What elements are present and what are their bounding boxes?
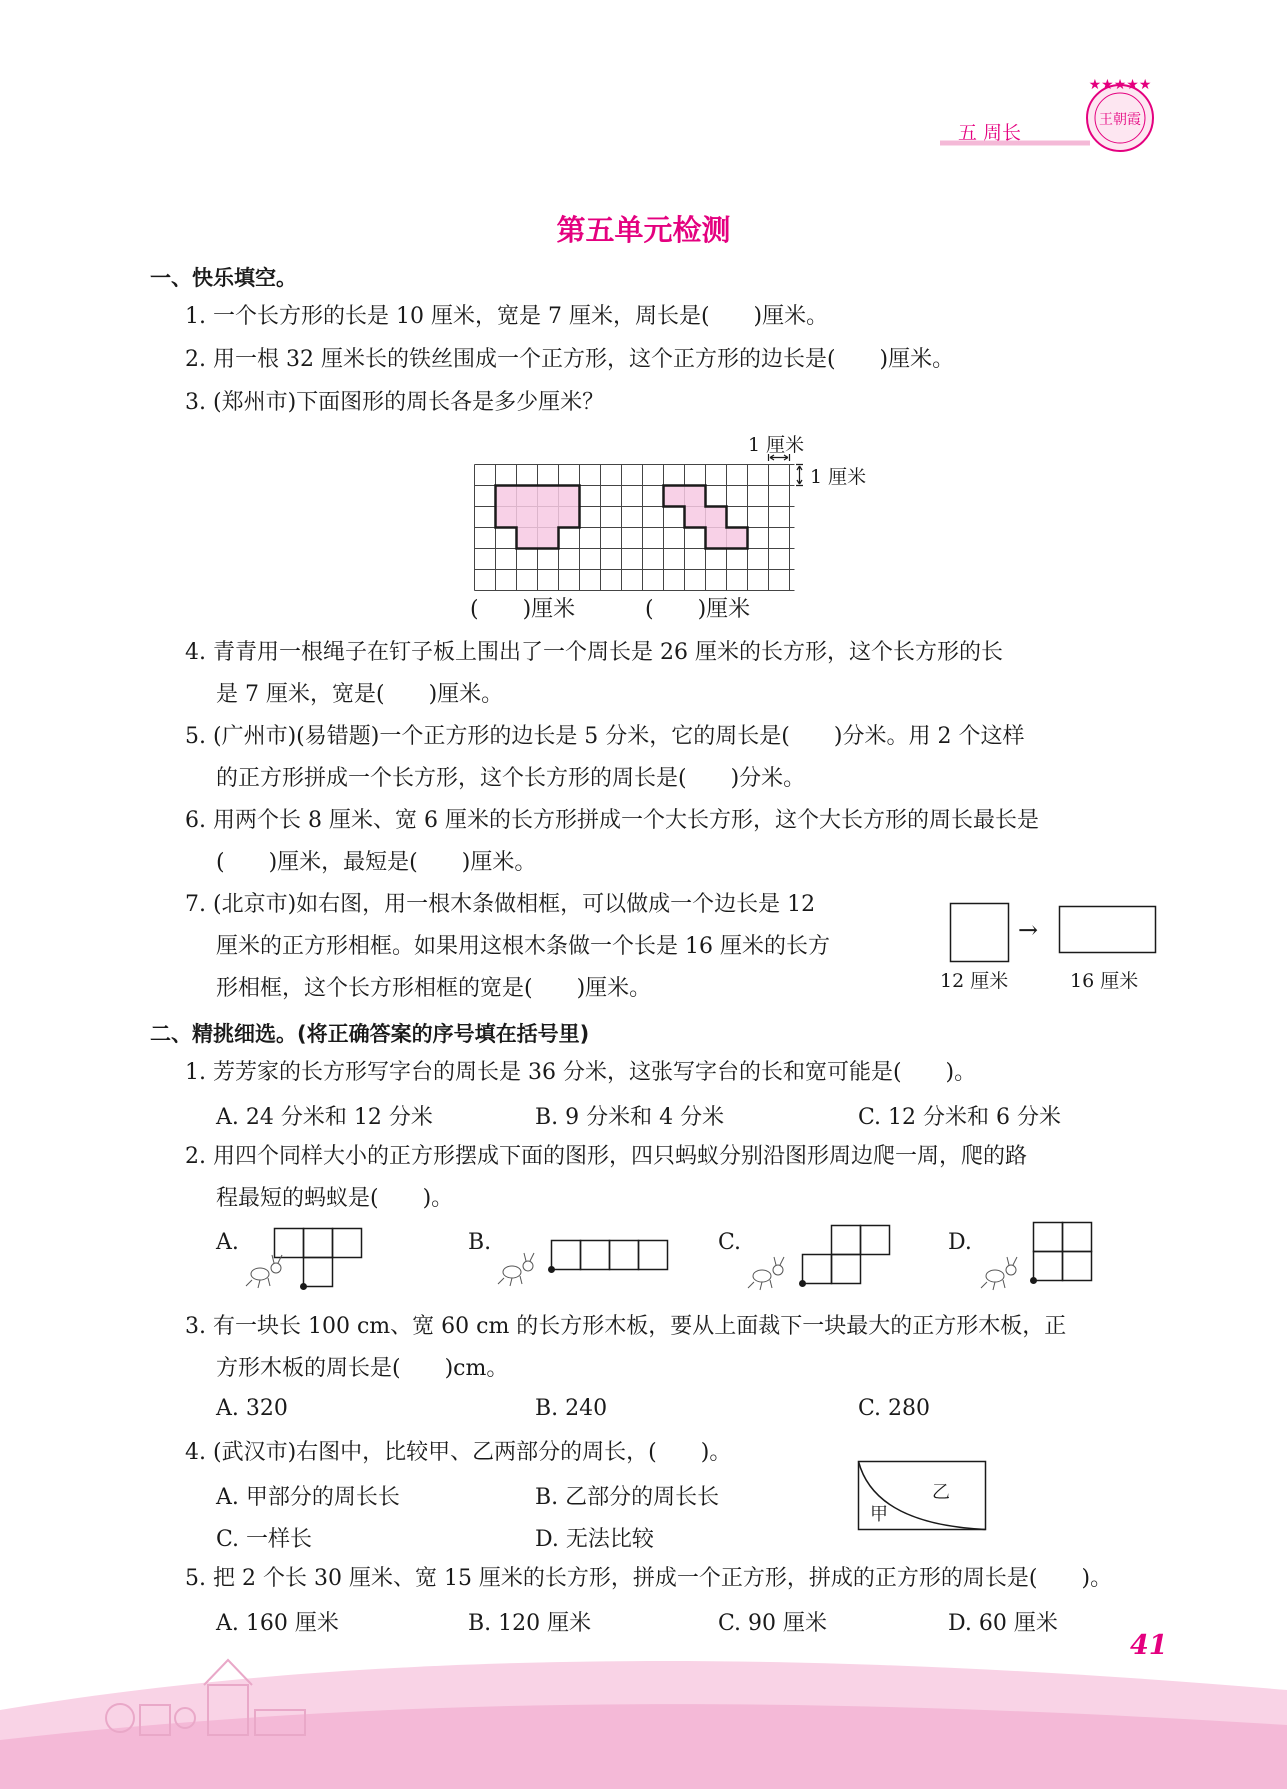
s2-q5-option-a: A. 160 厘米 [216,1611,339,1636]
s2-q1-option-b: B. 9 分米和 4 分米 [535,1105,725,1130]
s2-q2-option-c: C. [718,1230,742,1255]
svg-text:★★★★★: ★★★★★ [1088,77,1152,93]
s2-question-5: 5. 把 2 个长 30 厘米、宽 15 厘米的长方形，拼成一个正方形，拼成的正方形的周长是( )。 [185,1566,1113,1591]
s2-q2-option-a: A. [216,1230,239,1255]
svg-text:王朝霞: 王朝霞 [1099,112,1141,128]
s1-question-6-line1: 6. 用两个长 8 厘米、宽 6 厘米的长方形拼成一个大长方形，这个大长方形的周长最长是 [185,808,1039,833]
transform-arrow-icon: → [1018,916,1039,944]
s2-question-1: 1. 芳芳家的长方形写字台的周长是 36 分米，这张写字台的长和宽可能是( )。 [185,1060,977,1085]
label-yi: 乙 [932,1482,950,1503]
option-a-shape [240,1222,370,1292]
s1-question-4-line1: 4. 青青用一根绳子在钉子板上围出了一个周长是 26 厘米的长方形，这个长方形的长 [185,640,1003,665]
brand-seal-icon [1080,76,1160,156]
s2-question-3-line2: 方形木板的周长是( )cm。 [216,1356,509,1381]
page-title: 第五单元检测 [556,213,731,247]
s1-question-4-line2: 是 7 厘米，宽是( )厘米。 [216,682,504,707]
unit-label-vertical: 1 厘米 [810,466,867,488]
section1-heading: 一、快乐填空。 [150,266,297,290]
ant-icon [498,1253,534,1286]
unit-tag: 五 周长 [958,122,1022,144]
s2-q4-option-d: D. 无法比较 [535,1527,654,1552]
s2-q5-option-c: C. 90 厘米 [718,1611,828,1636]
s2-q4-option-c: C. 一样长 [216,1527,313,1552]
s2-q3-option-b: B. 240 [535,1396,608,1421]
unit-label-horizontal: 1 厘米 [748,434,805,456]
s2-q1-option-c: C. 12 分米和 6 分米 [858,1105,1062,1130]
option-b-shape [492,1222,672,1292]
option-d-shape [975,1218,1095,1294]
s2-q3-option-a: A. 320 [216,1396,288,1421]
s2-q2-option-d: D. [948,1230,972,1255]
s2-q1-option-a: A. 24 分米和 12 分米 [216,1105,433,1130]
s1-question-3: 3. (郑州市)下面图形的周长各是多少厘米？ [185,390,605,415]
rect-label: 16 厘米 [1070,970,1139,992]
page-number: 41 [1130,1630,1168,1661]
s1-question-5-line1: 5. (广州市)(易错题)一个正方形的边长是 5 分米，它的周长是( )分米。用 2 个这样 [185,724,1025,749]
frame-figure [945,900,1170,965]
s2-q3-option-c: C. 280 [858,1396,931,1421]
left-pink-shape [496,486,580,549]
s1-question-7-line1: 7. (北京市)如右图，用一根木条做相框，可以做成一个边长是 12 [185,892,816,917]
s1-question-5-line2: 的正方形拼成一个长方形，这个长方形的周长是( )分米。 [216,766,806,791]
s2-question-2-line1: 2. 用四个同样大小的正方形摆成下面的图形，四只蚂蚁分别沿图形周边爬一周，爬的路 [185,1144,1027,1169]
label-jia: 甲 [870,1504,888,1525]
option-c-shape [742,1220,892,1292]
section2-heading: 二、精挑细选。(将正确答案的序号填在括号里) [150,1022,590,1046]
s1-question-7-line2: 厘米的正方形相框。如果用这根木条做一个长是 16 厘米的长方 [216,934,830,959]
right-pink-shape [664,486,748,549]
s2-question-3-line1: 3. 有一块长 100 cm、宽 60 cm 的长方形木板，要从上面裁下一块最大的正方形木板，正 [185,1314,1067,1339]
s1-question-2: 2. 用一根 32 厘米长的铁丝围成一个正方形，这个正方形的边长是( )厘米。 [185,347,955,372]
s2-q5-option-b: B. 120 厘米 [468,1611,592,1636]
perimeter-grid-figure [470,452,810,600]
s2-question-4: 4. (武汉市)右图中，比较甲、乙两部分的周长，( )。 [185,1440,732,1465]
s1-question-1: 1. 一个长方形的长是 10 厘米，宽是 7 厘米，周长是( )厘米。 [185,304,829,329]
s2-question-2-line2: 程最短的蚂蚁是( )。 [216,1186,454,1211]
s2-q4-option-a: A. 甲部分的周长长 [216,1485,400,1510]
ant-icon [748,1257,784,1290]
square-label: 12 厘米 [940,970,1009,992]
ant-icon [246,1255,282,1288]
unit-markers [769,454,804,486]
s2-q4-option-b: B. 乙部分的周长长 [535,1485,720,1510]
page-bottom-decoration [0,1600,1287,1789]
s2-q5-option-d: D. 60 厘米 [948,1611,1058,1636]
q3-answer-right: ( )厘米 [645,597,751,622]
s1-question-6-line2: ( )厘米，最短是( )厘米。 [216,850,537,875]
q3-answer-left: ( )厘米 [470,597,576,622]
s2-q2-option-b: B. [468,1230,492,1255]
s1-question-7-line3: 形相框，这个长方形相框的宽是( )厘米。 [216,976,652,1001]
ant-icon [981,1257,1017,1290]
